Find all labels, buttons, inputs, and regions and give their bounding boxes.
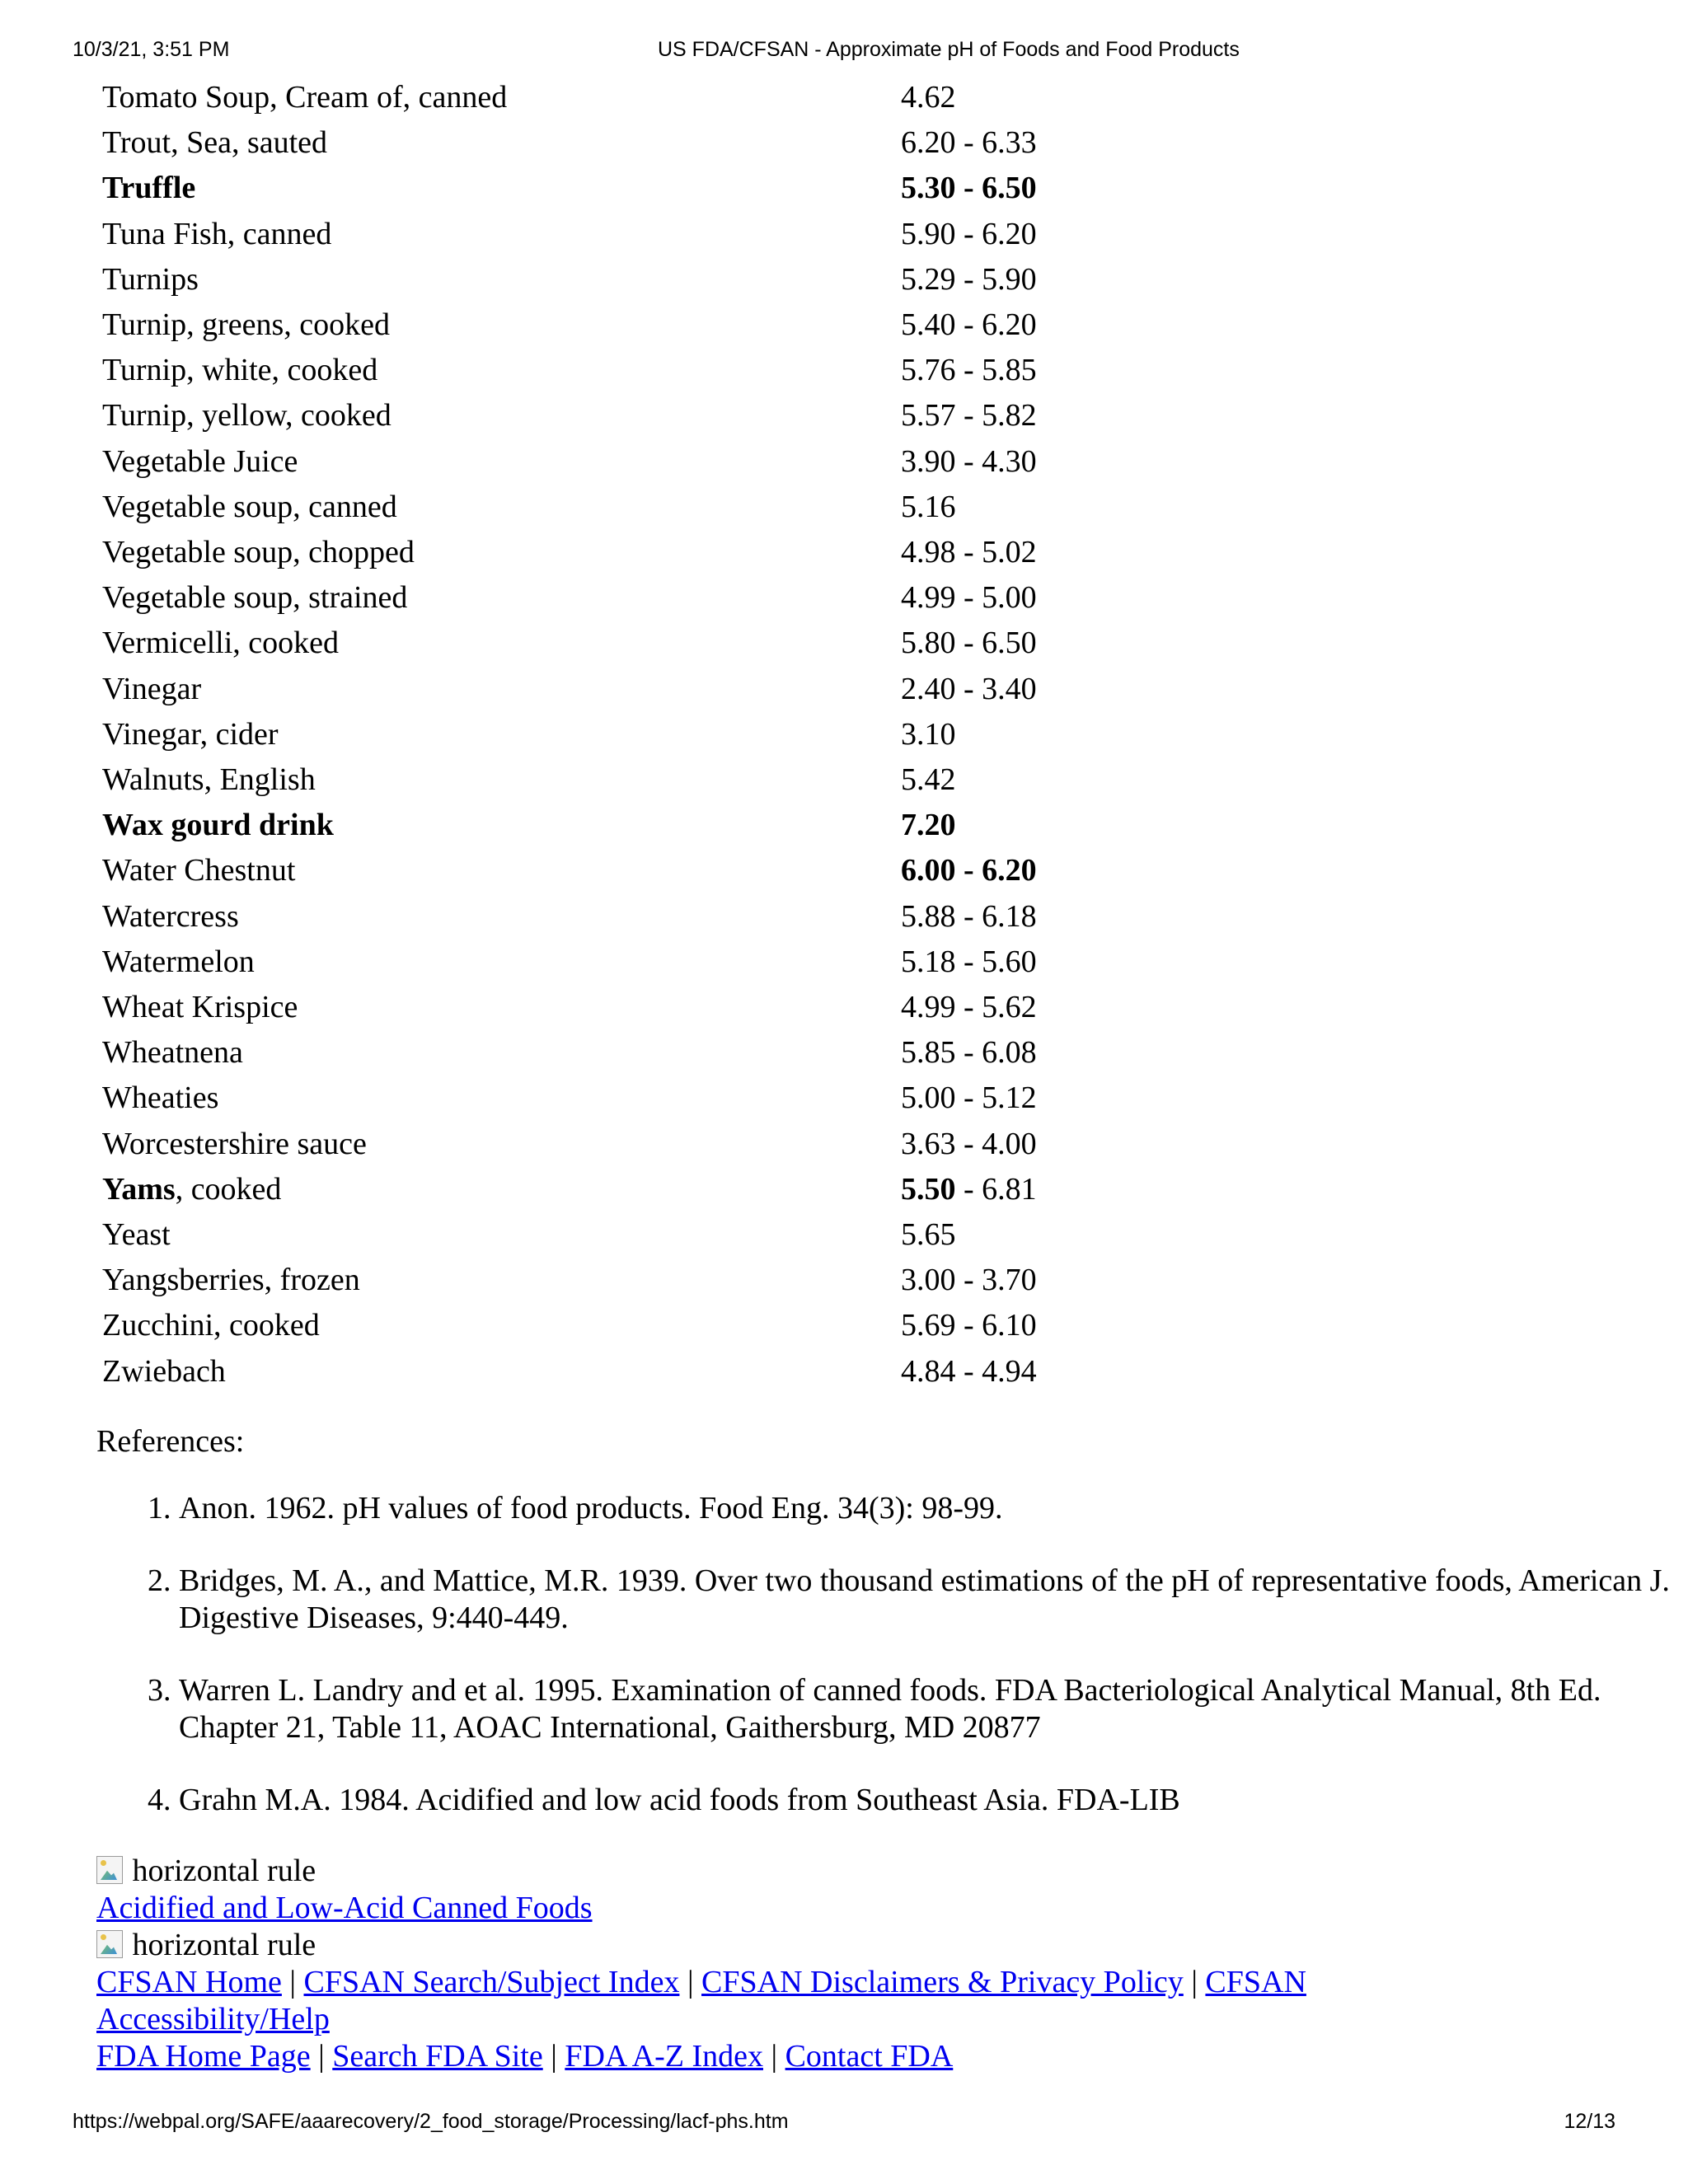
table-row <box>92 667 1158 712</box>
table-row <box>92 1167 1158 1212</box>
food-name: Turnips <box>102 261 199 297</box>
food-name: Vinegar <box>102 671 202 706</box>
food-name-rest: , cooked <box>175 1171 282 1207</box>
table-row <box>92 803 1158 848</box>
food-name: Zucchini, cooked <box>102 1308 320 1343</box>
acidified-low-acid-link[interactable]: Acidified and Low-Acid Canned Foods <box>96 1891 593 1925</box>
cfsan-disclaimers-link[interactable]: CFSAN Disclaimers & Privacy Policy <box>701 1965 1184 1999</box>
ph-value: 4.99 - 5.00 <box>901 580 1037 616</box>
ph-table <box>92 75 1158 1394</box>
table-row <box>92 485 1158 530</box>
table-row <box>92 848 1158 893</box>
table-row <box>92 1212 1158 1258</box>
reference-item: 1. Anon. 1962. pH values of food products. Food Eng. 34(3): 98-99. <box>179 1490 1688 1527</box>
table-row <box>92 302 1158 348</box>
food-name: Tomato Soup, Cream of, canned <box>102 80 508 115</box>
link-separator: | <box>771 2039 778 2074</box>
print-datetime: 10/3/21, 3:51 PM <box>73 38 230 61</box>
food-name: Vinegar, cider <box>102 716 279 752</box>
cfsan-links <box>96 1964 1514 2038</box>
table-row <box>92 712 1158 757</box>
ph-value: 4.99 - 5.62 <box>901 990 1037 1025</box>
table-row <box>92 530 1158 575</box>
link-separator: | <box>1191 1965 1198 1999</box>
ph-value: 3.00 - 3.70 <box>901 1263 1037 1298</box>
print-page-number: 12/13 <box>1564 2110 1615 2133</box>
print-url: https://webpal.org/SAFE/aaarecovery/2_food_storage/Processing/lacf-phs.htm <box>73 2110 789 2133</box>
link-separator: | <box>289 1965 296 1999</box>
ph-value: 3.10 <box>901 716 956 752</box>
horizontal-rule-image <box>96 1853 1514 1890</box>
ph-value: 4.62 <box>901 80 956 115</box>
table-row <box>92 1122 1158 1167</box>
table-row <box>92 439 1158 485</box>
fda-home-link[interactable]: FDA Home Page <box>96 2039 311 2074</box>
reference-item: 2. Bridges, M. A., and Mattice, M.R. 1939. Over two thousand estimations of the pH of representative foods, American J. Digestive Diseases, 9:440-449. <box>179 1563 1688 1637</box>
table-row <box>92 348 1158 393</box>
link-separator: | <box>318 2039 325 2074</box>
ph-value-bold: 5.50 <box>901 1171 956 1207</box>
table-row <box>92 120 1158 166</box>
table-row <box>92 1349 1158 1394</box>
print-footer <box>73 2110 1615 2143</box>
table-row <box>92 1258 1158 1303</box>
reference-item: 3. Warren L. Landry and et al. 1995. Examination of canned foods. FDA Bacteriological Analytical Manual, 8th Ed. Chapter 21, Table 11, AOAC International, Gaithersburg, MD 20877 <box>179 1672 1688 1746</box>
ph-value: 6.20 - 6.33 <box>901 125 1037 161</box>
reference-item: 4. Grahn M.A. 1984. Acidified and low acid foods from Southeast Asia. FDA-LIB <box>179 1782 1688 1819</box>
food-name: Walnuts, English <box>102 762 316 798</box>
table-row <box>92 75 1158 120</box>
broken-image-icon <box>96 1856 123 1884</box>
table-row <box>92 1030 1158 1076</box>
food-name <box>92 1167 891 1212</box>
ph-value: 5.80 - 6.50 <box>901 626 1037 661</box>
food-name: Vegetable Juice <box>102 443 298 479</box>
table-row <box>92 985 1158 1030</box>
broken-image-icon <box>96 1930 123 1958</box>
fda-az-index-link[interactable]: FDA A-Z Index <box>565 2039 763 2074</box>
ph-value: 3.63 - 4.00 <box>901 1126 1037 1161</box>
site-footer <box>96 1853 1514 2075</box>
food-name: Watercress <box>102 898 239 934</box>
references-heading: References: <box>96 1424 245 1459</box>
table-row <box>92 257 1158 302</box>
food-name: Wheat Krispice <box>102 990 298 1025</box>
ph-value <box>891 1167 1158 1212</box>
ph-value: 4.98 - 5.02 <box>901 535 1037 570</box>
food-name: Turnip, yellow, cooked <box>102 398 392 434</box>
ph-value: 4.84 - 4.94 <box>901 1353 1037 1389</box>
references-list <box>96 1490 1688 1854</box>
table-row <box>92 1303 1158 1348</box>
ph-value: 5.42 <box>901 762 956 798</box>
cfsan-search-link[interactable]: CFSAN Search/Subject Index <box>303 1965 680 1999</box>
horizontal-rule-alt: horizontal rule <box>132 1854 316 1888</box>
food-name: Vegetable soup, strained <box>102 580 408 616</box>
table-row <box>92 940 1158 985</box>
contact-fda-link[interactable]: Contact FDA <box>785 2039 954 2074</box>
ph-value: 5.76 - 5.85 <box>901 353 1037 388</box>
food-name: Wheatnena <box>102 1035 243 1071</box>
food-name: Wheaties <box>102 1080 219 1116</box>
ph-value: 2.40 - 3.40 <box>901 671 1037 706</box>
food-name: Yangsberries, frozen <box>102 1263 360 1298</box>
food-name: Zwiebach <box>102 1353 226 1389</box>
table-row <box>92 166 1158 211</box>
table-row <box>92 575 1158 621</box>
food-name: Truffle <box>102 171 196 206</box>
ph-value: 5.90 - 6.20 <box>901 216 1037 251</box>
ph-value: 5.65 <box>901 1217 956 1253</box>
food-name: Turnip, greens, cooked <box>102 307 390 343</box>
table-row <box>92 757 1158 803</box>
food-name: Turnip, white, cooked <box>102 353 378 388</box>
food-name: Yeast <box>102 1217 171 1253</box>
table-row <box>92 1076 1158 1121</box>
horizontal-rule-alt: horizontal rule <box>132 1928 316 1962</box>
link-separator: | <box>551 2039 557 2074</box>
table-row <box>92 894 1158 940</box>
food-name: Worcestershire sauce <box>102 1126 367 1161</box>
food-name: Trout, Sea, sauted <box>102 125 328 161</box>
print-header <box>73 38 1615 71</box>
ph-value: 5.18 - 5.60 <box>901 944 1037 979</box>
food-name: Tuna Fish, canned <box>102 216 332 251</box>
ph-value: 3.90 - 4.30 <box>901 443 1037 479</box>
ph-value: 5.16 <box>901 489 956 524</box>
ph-value: 5.40 - 6.20 <box>901 307 1037 343</box>
ph-value-rest: - 6.81 <box>955 1171 1037 1207</box>
food-name: Wax gourd drink <box>102 808 334 843</box>
food-name: Water Chestnut <box>102 853 296 888</box>
table-row <box>92 212 1158 257</box>
ph-value: 5.29 - 5.90 <box>901 261 1037 297</box>
food-name: Watermelon <box>102 944 255 979</box>
ph-value: 6.00 - 6.20 <box>901 853 1037 888</box>
ph-value: 5.30 - 6.50 <box>901 171 1037 206</box>
ph-value: 7.20 <box>901 808 956 843</box>
ph-value: 5.57 - 5.82 <box>901 398 1037 434</box>
cfsan-accessibility-link[interactable]: CFSAN Accessibility/Help <box>96 1965 1306 2036</box>
ph-value: 5.85 - 6.08 <box>901 1035 1037 1071</box>
link-separator: | <box>687 1965 694 1999</box>
ph-value: 5.69 - 6.10 <box>901 1308 1037 1343</box>
table-row <box>92 621 1158 666</box>
ph-value: 5.88 - 6.18 <box>901 898 1037 934</box>
ph-value: 5.00 - 5.12 <box>901 1080 1037 1116</box>
food-name: Vermicelli, cooked <box>102 626 340 661</box>
search-fda-link[interactable]: Search FDA Site <box>332 2039 543 2074</box>
food-name: Vegetable soup, canned <box>102 489 397 524</box>
food-name: Vegetable soup, chopped <box>102 535 415 570</box>
cfsan-home-link[interactable]: CFSAN Home <box>96 1965 282 1999</box>
horizontal-rule-image <box>96 1927 1514 1964</box>
table-row <box>92 393 1158 438</box>
print-page-title: US FDA/CFSAN - Approximate pH of Foods and Food Products <box>658 38 1240 61</box>
fda-links <box>96 2038 1514 2075</box>
food-name-bold: Yams <box>102 1171 176 1207</box>
